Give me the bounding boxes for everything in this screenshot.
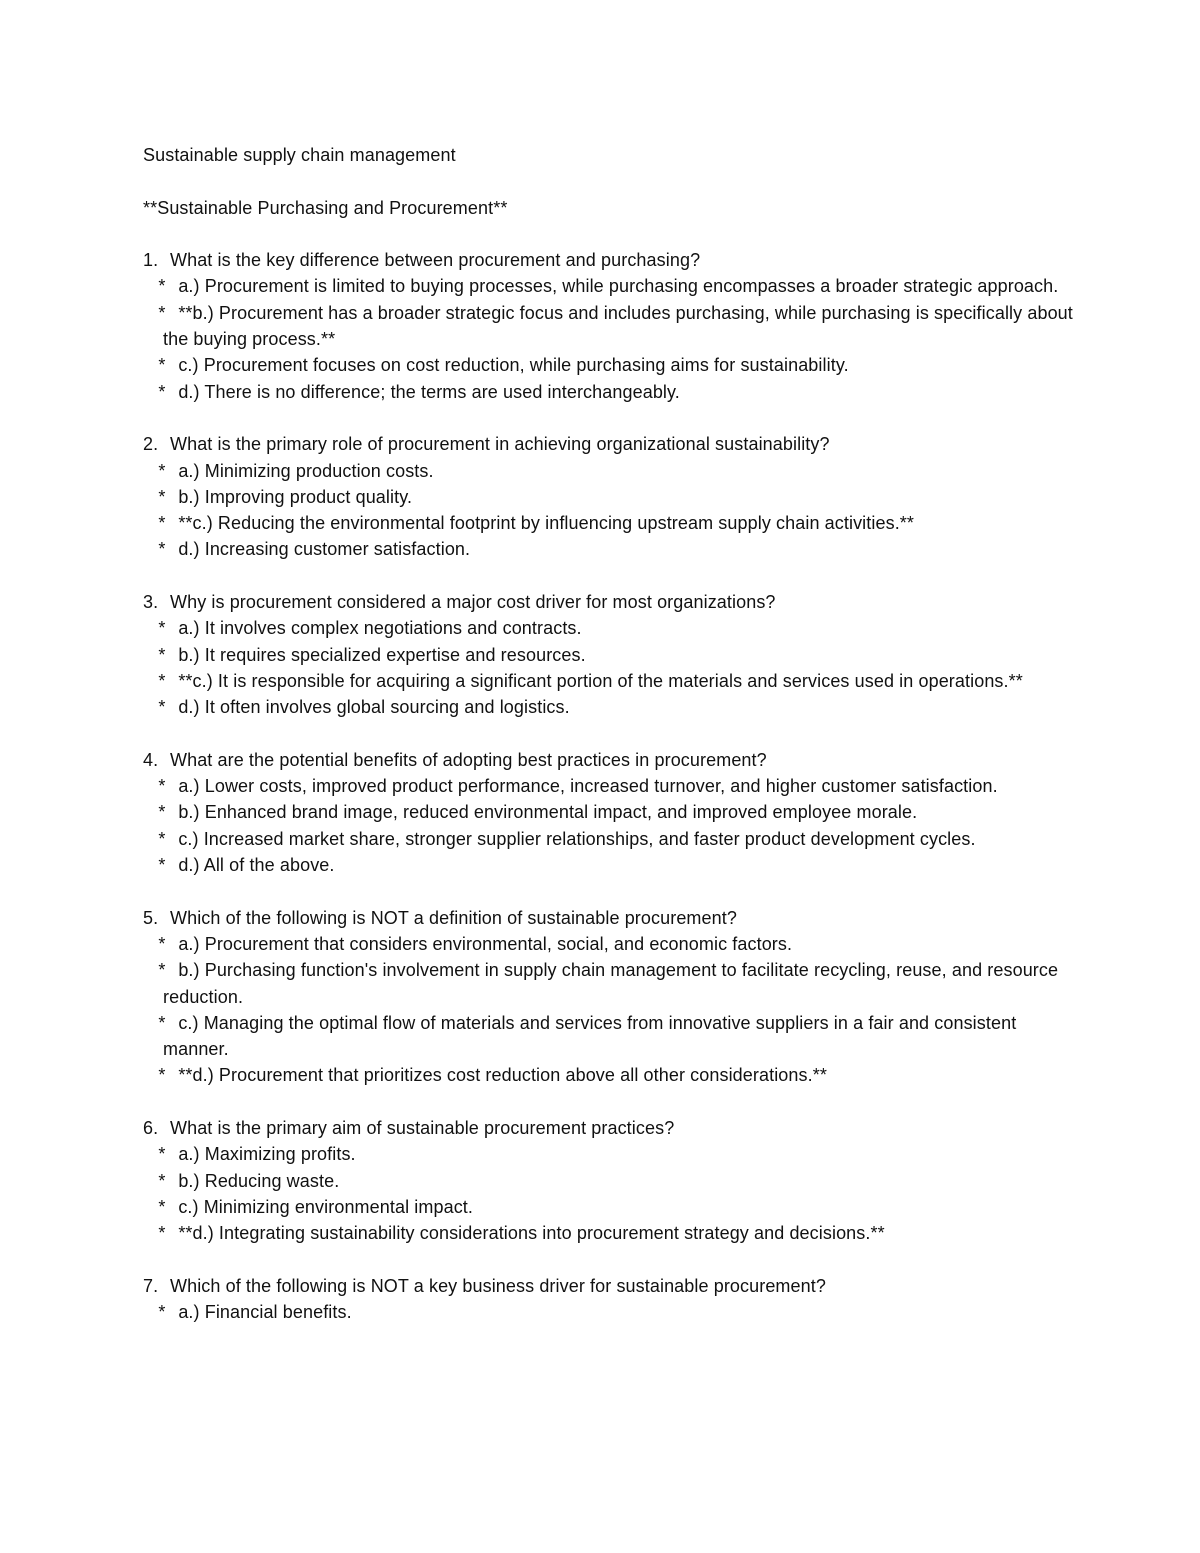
answer-option: * a.) Financial benefits. — [158, 1302, 352, 1323]
question-block — [143, 1273, 1073, 1326]
answer-option-correct: * **c.) It is responsible for acquiring a significant portion of the materials and services used in operations.** — [158, 670, 1023, 691]
answer-option: * b.) Reducing waste. — [158, 1170, 340, 1191]
question-text: 3. Why is procurement considered a major cost driver for most organizations? — [143, 592, 776, 613]
answer-option: * a.) It involves complex negotiations and contracts. — [158, 618, 582, 639]
question-block — [143, 747, 1073, 878]
answer-option: * b.) Purchasing function's involvement in supply chain management to facilitate recycling, reuse, and resource reduction. — [158, 960, 1064, 1007]
answer-option: * a.) Procurement that considers environmental, social, and economic factors. — [158, 933, 793, 954]
answer-option: * d.) It often involves global sourcing and logistics. — [158, 697, 570, 718]
document-title: Sustainable supply chain management — [143, 145, 456, 165]
answer-option: * d.) There is no difference; the terms are used interchangeably. — [158, 381, 680, 402]
document-content — [143, 142, 1078, 1325]
question-text: 2. What is the primary role of procurement in achieving organizational sustainability? — [143, 434, 830, 455]
question-text: 5. Which of the following is NOT a definition of sustainable procurement? — [143, 907, 737, 928]
answer-option: * b.) It requires specialized expertise and resources. — [158, 644, 586, 665]
answer-option: * a.) Procurement is limited to buying processes, while purchasing encompasses a broader strategic approach. — [158, 276, 1059, 297]
answer-option: * a.) Lower costs, improved product performance, increased turnover, and higher customer satisfaction. — [158, 776, 998, 797]
answer-option: * d.) All of the above. — [158, 855, 335, 876]
answer-option: * c.) Minimizing environmental impact. — [158, 1196, 474, 1217]
answer-option: * c.) Procurement focuses on cost reduction, while purchasing aims for sustainability. — [158, 355, 849, 376]
question-text: 4. What are the potential benefits of adopting best practices in procurement? — [143, 749, 767, 770]
answer-option-correct: * **b.) Procurement has a broader strategic focus and includes purchasing, while purchasing is specifically about the buying process.** — [158, 302, 1078, 350]
question-block — [143, 431, 1073, 562]
answer-option: * c.) Increased market share, stronger supplier relationships, and faster product development cycles. — [158, 828, 976, 849]
question-block — [143, 905, 1073, 1089]
answer-option: * b.) Improving product quality. — [158, 486, 413, 507]
answer-option: * a.) Maximizing profits. — [158, 1144, 356, 1165]
answer-option-correct: * **d.) Procurement that prioritizes cost reduction above all other considerations.** — [158, 1065, 827, 1086]
answer-option: * c.) Managing the optimal flow of materials and services from innovative suppliers in a fair and consistent manner. — [158, 1012, 1022, 1060]
question-block — [143, 1115, 1073, 1246]
question-text: 1. What is the key difference between procurement and purchasing? — [143, 250, 701, 271]
question-block — [143, 589, 1073, 720]
section-heading: **Sustainable Purchasing and Procurement** — [143, 197, 508, 218]
answer-option-correct: * **c.) Reducing the environmental footprint by influencing upstream supply chain activities.** — [158, 513, 915, 534]
answer-option-correct: * **d.) Integrating sustainability considerations into procurement strategy and decisions.** — [158, 1223, 885, 1244]
answer-option: * a.) Minimizing production costs. — [158, 460, 434, 481]
question-block — [143, 247, 1078, 405]
question-text: 7. Which of the following is NOT a key business driver for sustainable procurement? — [143, 1275, 826, 1296]
answer-option: * d.) Increasing customer satisfaction. — [158, 539, 471, 560]
answer-option: * b.) Enhanced brand image, reduced environmental impact, and improved employee morale. — [158, 802, 918, 823]
question-text: 6. What is the primary aim of sustainable procurement practices? — [143, 1117, 675, 1138]
